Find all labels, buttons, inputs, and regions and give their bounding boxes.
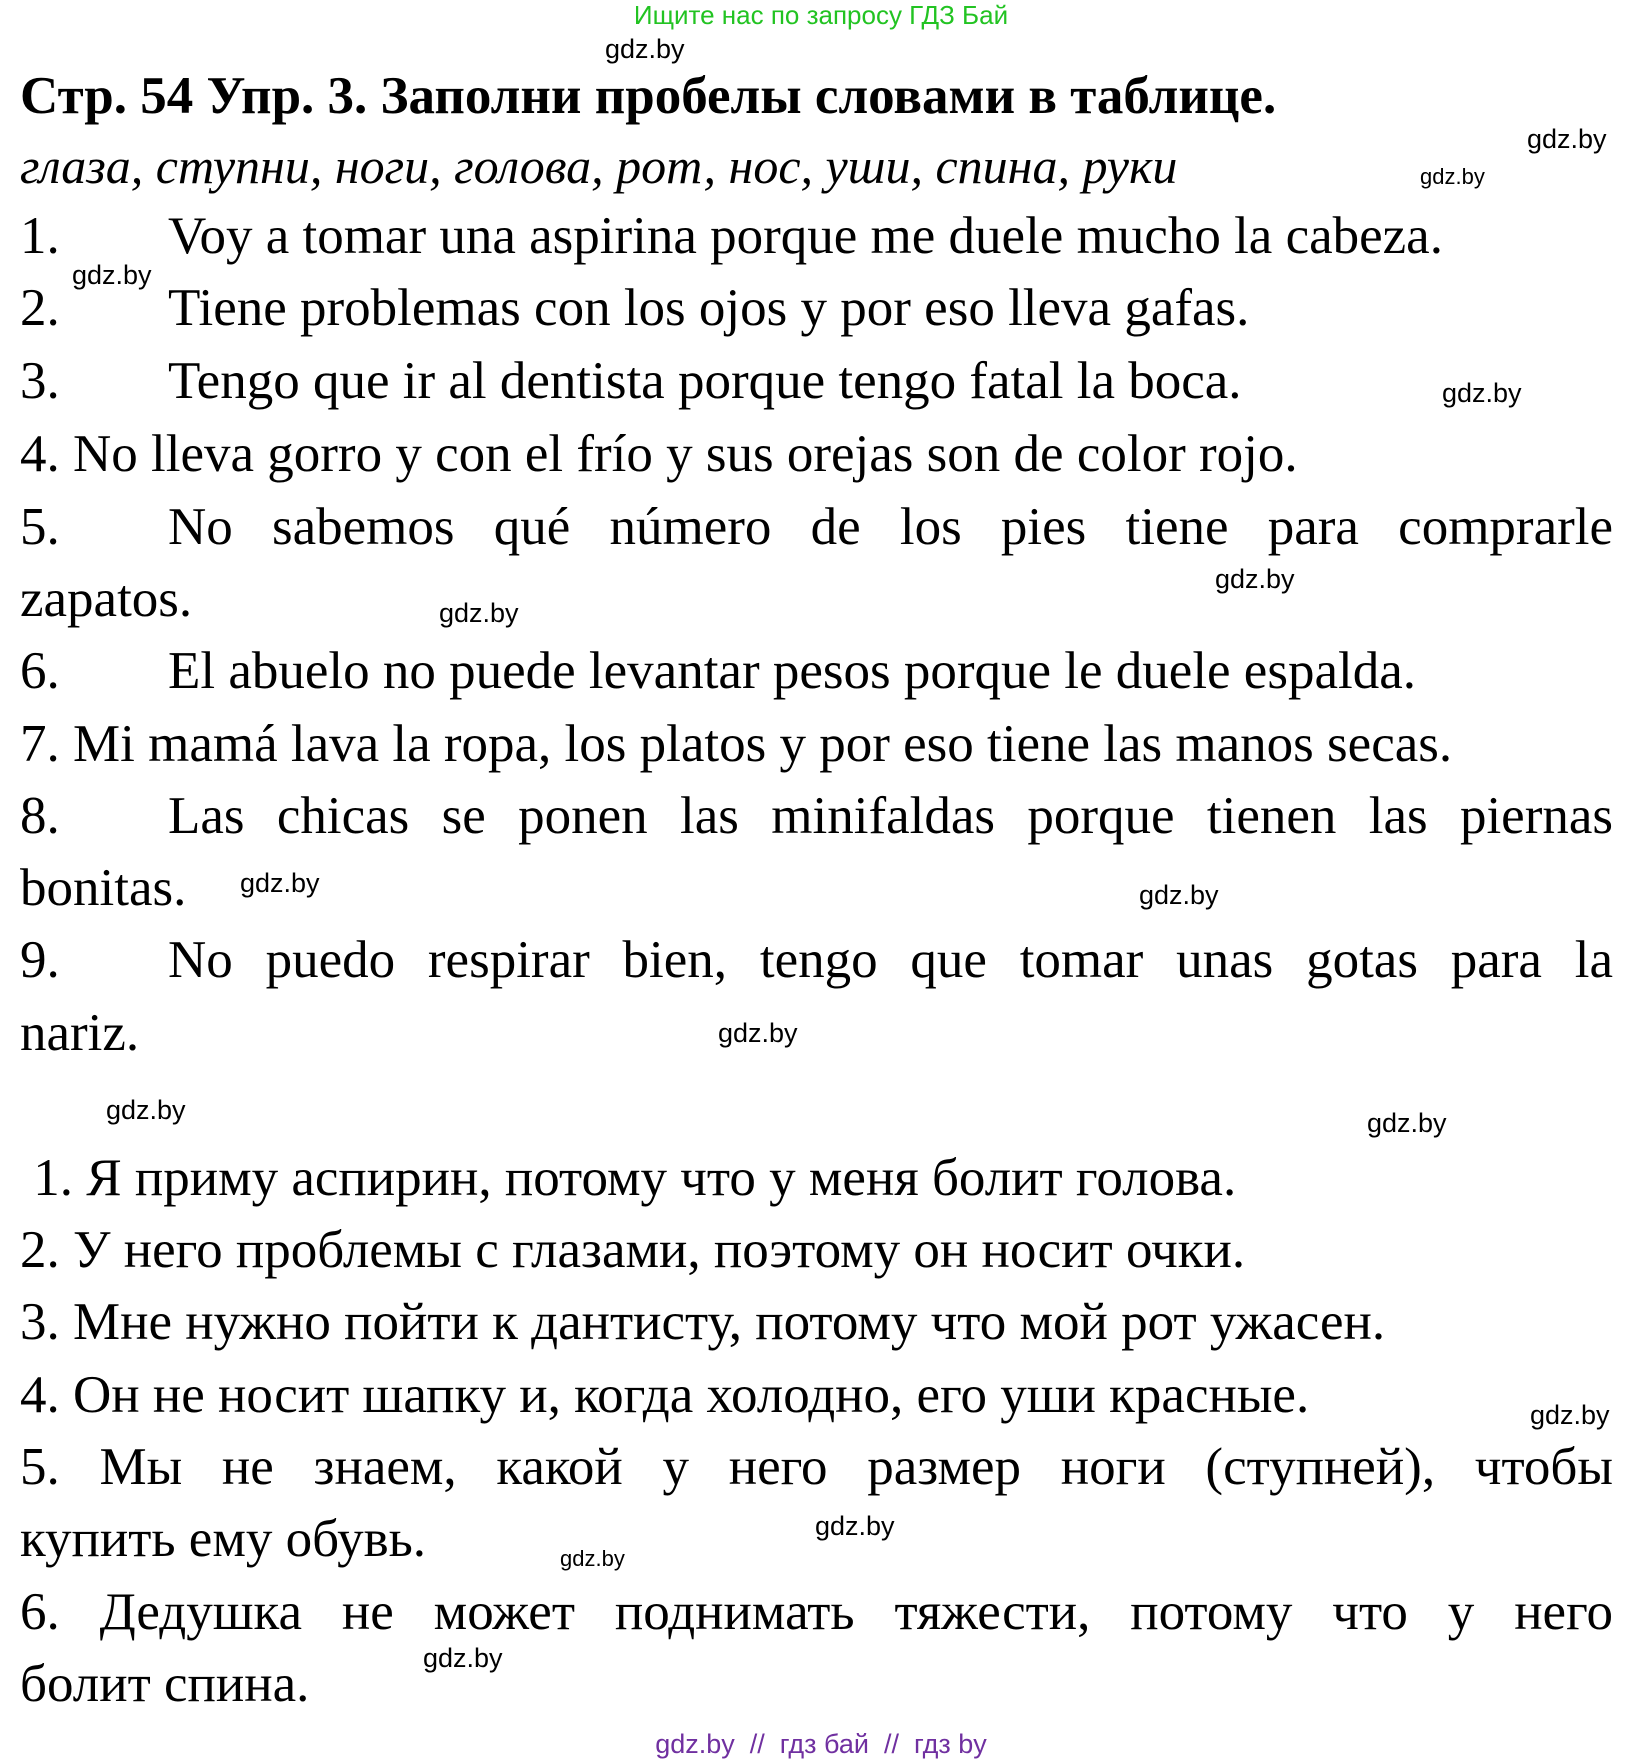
sentence-text: 4. No lleva gorro y con el frío y sus orejas son de color rojo. xyxy=(20,425,1298,483)
watermark: gdz.by xyxy=(1420,164,1485,189)
sentence-text: Tiene problemas con los ojos y por eso lleva gafas. xyxy=(168,279,1250,337)
translation-continuation: купить ему обувь. xyxy=(20,1510,427,1568)
sentence-text: No sabemos qué número de los pies tiene para comprarle xyxy=(168,498,1613,556)
sentence-number: 8. xyxy=(20,787,60,845)
watermark: gdz.by xyxy=(1139,880,1219,910)
sentence-continuation: zapatos. xyxy=(20,570,193,628)
watermark: gdz.by xyxy=(1527,124,1607,154)
translation-text: 4. Он не носит шапку и, когда холодно, его уши красные. xyxy=(20,1366,1310,1424)
footer-links[interactable]: gdz.by // гдз бай // гдз by xyxy=(655,1729,987,1759)
word-bank: глаза, ступни, ноги, голова, рот, нос, уши, спина, руки xyxy=(20,138,1178,194)
translation-text: 6. Дедушка не может поднимать тяжести, потому что у него xyxy=(20,1583,1613,1641)
watermark: gdz.by xyxy=(815,1511,895,1541)
sentence-number: 6. xyxy=(20,642,60,700)
translation-text: 3. Мне нужно пойти к дантисту, потому что мой рот ужасен. xyxy=(20,1293,1386,1351)
watermark: gdz.by xyxy=(718,1018,798,1048)
watermark: gdz.by xyxy=(1367,1108,1447,1138)
sentence-continuation: nariz. xyxy=(20,1004,140,1062)
page-title: Стр. 54 Упр. 3. Заполни пробелы словами в таблице. xyxy=(20,67,1277,125)
sentence-number: 9. xyxy=(20,931,60,989)
translation-text: 2. У него проблемы с глазами, поэтому он носит очки. xyxy=(20,1221,1246,1279)
watermark: gdz.by xyxy=(240,868,320,898)
search-banner[interactable]: Ищите нас по запросу ГДЗ Бай xyxy=(633,0,1009,30)
sentence-text: No puedo respirar bien, tengo que tomar unas gotas para la xyxy=(168,931,1613,989)
watermark: gdz.by xyxy=(1442,378,1522,408)
sentence-text: Tengo que ir al dentista porque tengo fatal la boca. xyxy=(168,352,1242,410)
translation-continuation: болит спина. xyxy=(20,1655,310,1713)
watermark: gdz.by xyxy=(106,1095,186,1125)
watermark: gdz.by xyxy=(560,1546,625,1571)
watermark: gdz.by xyxy=(439,598,519,628)
sentence-number: 1. xyxy=(20,207,60,265)
watermark: gdz.by xyxy=(1530,1400,1610,1430)
sentence-text: 7. Mi mamá lava la ropa, los platos y por eso tiene las manos secas. xyxy=(20,715,1453,773)
sentence-number: 3. xyxy=(20,352,60,410)
sentence-continuation: bonitas. xyxy=(20,859,187,917)
translation-text: 1. Я приму аспирин, потому что у меня болит голова. xyxy=(20,1149,1237,1207)
sentence-text: Voy a tomar una aspirina porque me duele mucho la cabeza. xyxy=(168,207,1443,265)
watermark: gdz.by xyxy=(1215,564,1295,594)
sentence-text: El abuelo no puede levantar pesos porque le duele espalda. xyxy=(168,642,1416,700)
sentence-text: Las chicas se ponen las minifaldas porque tienen las piernas xyxy=(168,787,1613,845)
watermark: gdz.by xyxy=(72,260,152,290)
watermark: gdz.by xyxy=(423,1643,503,1673)
sentence-number: 2. xyxy=(20,279,60,337)
watermark: gdz.by xyxy=(605,34,685,64)
translation-text: 5. Мы не знаем, какой у него размер ноги (ступней), чтобы xyxy=(20,1438,1613,1496)
sentence-number: 5. xyxy=(20,498,60,556)
